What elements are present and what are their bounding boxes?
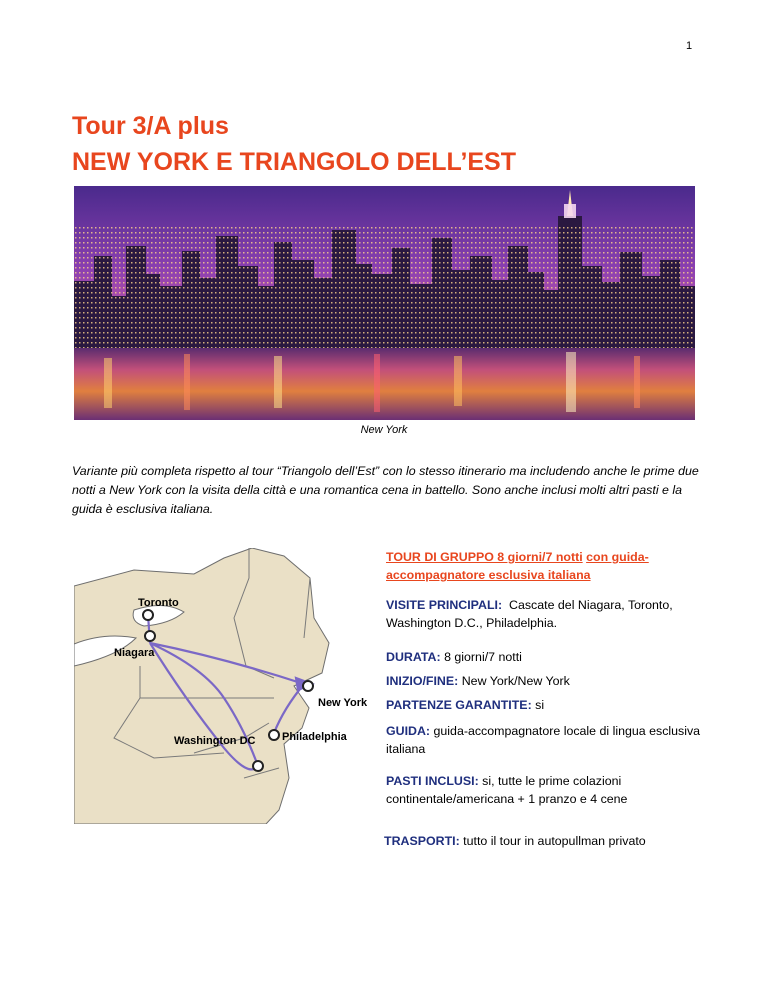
marker-new-york [303, 681, 313, 691]
info-transport [384, 832, 646, 850]
title-line-2: NEW YORK E TRIANGOLO DELL’EST [72, 148, 517, 176]
start-end-value: New York/New York [461, 674, 570, 688]
map-label-toronto: Toronto [138, 597, 179, 609]
marker-niagara [145, 631, 155, 641]
visits-value: Cascate del Niagara, Toronto, Washington D.C., Philadelphia. [386, 598, 673, 630]
departures-value: si [535, 698, 545, 712]
duration-value: 8 giorni/7 notti [444, 650, 522, 664]
map-label-washington: Washington DC [174, 735, 256, 747]
page-number: 1 [686, 40, 693, 52]
info-start-end [386, 672, 570, 690]
marker-toronto [143, 610, 153, 620]
info-departures [386, 696, 544, 714]
page-title [72, 108, 516, 180]
map-label-new-york: New York [318, 697, 368, 709]
map-label-philadelphia: Philadelphia [282, 731, 347, 743]
duration-label: DURATA: [386, 650, 441, 664]
info-duration [386, 648, 522, 666]
info-meals [386, 772, 706, 808]
transport-label: TRASPORTI: [384, 834, 460, 848]
headline-tour-type: TOUR DI GRUPPO 8 giorni/7 notti [386, 550, 583, 564]
meals-value: si, tutte le prime colazioni continentale/americana + 1 pranzo e 4 cene [386, 774, 628, 806]
departures-label: PARTENZE GARANTITE: [386, 698, 532, 712]
new-york-skyline-photo [74, 186, 695, 420]
headline-guide: con guida-accompagnatore esclusiva italiana [386, 550, 649, 582]
title-line-1: Tour 3/A plus [72, 112, 229, 140]
map-label-niagara: Niagara [114, 647, 155, 659]
marker-philadelphia [269, 730, 279, 740]
tour-headline [386, 548, 716, 584]
info-guide [386, 722, 706, 758]
transport-value: tutto il tour in autopullman privato [463, 834, 646, 848]
start-end-label: INIZIO/FINE: [386, 674, 459, 688]
marker-washington [253, 761, 263, 771]
guide-value: guida-accompagnatore locale di lingua esclusiva italiana [386, 724, 701, 756]
visits-label: VISITE PRINCIPALI: [386, 598, 503, 612]
info-visits [386, 596, 716, 632]
guide-label: GUIDA: [386, 724, 431, 738]
route-map [74, 548, 370, 824]
meals-label: PASTI INCLUSI: [386, 774, 479, 788]
photo-caption: New York [360, 424, 408, 436]
intro-paragraph: Variante più completa rispetto al tour “Triangolo dell’Est” con lo stesso itinerario ma includendo anche le prime due notti a New York con la visita della città e una romantica cena in battello. Sono anche inclusi molti altri pasti e la guida è esclusiva italiana. [72, 464, 699, 516]
